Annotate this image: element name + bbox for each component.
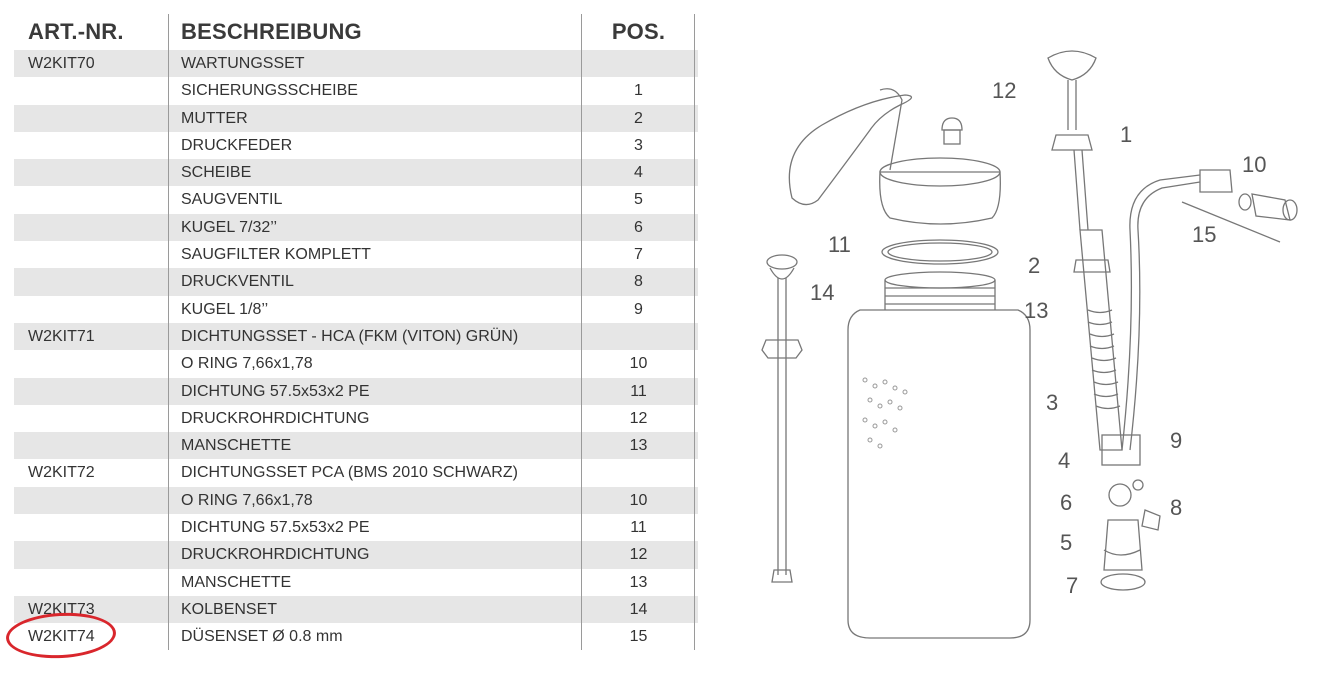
diagram-label: 6 [1060, 490, 1073, 515]
pump-head [880, 172, 1001, 224]
cell-beschreibung: DRUCKFEDER [181, 136, 293, 154]
parts-table [14, 14, 698, 651]
table-row [14, 214, 698, 241]
cell-pos: 11 [630, 519, 647, 537]
table-header [14, 14, 698, 50]
header-art-nr: ART.-NR. [28, 19, 124, 44]
table-row [14, 159, 698, 186]
cell-beschreibung: SAUGFILTER KOMPLETT [181, 246, 371, 264]
column-divider [581, 14, 582, 650]
cell-pos: 4 [634, 164, 643, 182]
cell-art-nr: W2KIT71 [28, 327, 95, 345]
cell-pos: 3 [634, 136, 643, 154]
diagram-label: 5 [1060, 530, 1073, 555]
cell-beschreibung: KUGEL 1/8’’ [181, 300, 269, 318]
table-row [14, 459, 698, 486]
nozzle [1200, 170, 1232, 192]
cell-beschreibung: KOLBENSET [181, 600, 278, 618]
table-row [14, 50, 698, 77]
table-row [14, 514, 698, 541]
column-divider [694, 14, 695, 650]
cell-beschreibung: SAUGVENTIL [181, 191, 283, 209]
diagram-label: 3 [1046, 390, 1059, 415]
table-row [14, 77, 698, 104]
exploded-parts-diagram [730, 30, 1330, 640]
table-row [14, 241, 698, 268]
cell-beschreibung: SCHEIBE [181, 164, 252, 182]
cell-beschreibung: MUTTER [181, 109, 248, 127]
cell-art-nr: W2KIT72 [28, 464, 95, 482]
table-row [14, 323, 698, 350]
diagram-label: 11 [828, 232, 851, 257]
diagram-label: 9 [1170, 428, 1183, 453]
diagram-label: 8 [1170, 495, 1183, 520]
cell-art-nr: W2KIT70 [28, 55, 95, 72]
cell-pos: 12 [629, 409, 648, 427]
piston-rod [778, 278, 786, 575]
cell-beschreibung: SICHERUNGSSCHEIBE [181, 82, 358, 100]
cell-beschreibung: MANSCHETTE [181, 573, 292, 591]
cell-beschreibung: O RING 7,66x1,78 [181, 355, 313, 373]
cell-pos: 2 [634, 109, 643, 127]
cell-pos: 5 [634, 191, 643, 209]
table-body [14, 50, 698, 651]
cell-beschreibung: DICHTUNG 57.5x53x2 PE [181, 382, 370, 400]
cell-beschreibung: KUGEL 7/32’’ [181, 218, 278, 236]
table-row [14, 487, 698, 514]
table-row [14, 541, 698, 568]
diagram-label: 10 [1242, 152, 1267, 177]
table-row [14, 378, 698, 405]
pump-cylinder [1080, 230, 1122, 450]
table-row [14, 186, 698, 213]
cell-art-nr: W2KIT73 [28, 600, 95, 618]
table-row [14, 296, 698, 323]
table-row [14, 268, 698, 295]
diagram-label: 7 [1066, 573, 1079, 598]
column-divider [168, 14, 169, 650]
cell-beschreibung: DRUCKROHRDICHTUNG [181, 409, 370, 427]
cell-pos: 15 [629, 628, 648, 646]
cell-pos: 1 [634, 82, 643, 100]
cell-pos: 9 [634, 300, 643, 318]
cell-beschreibung: DICHTUNG 57.5x53x2 PE [181, 519, 370, 537]
pressure-tube [1068, 80, 1076, 130]
table-row [14, 405, 698, 432]
diagram-label: 12 [992, 78, 1017, 103]
table-row [14, 623, 698, 650]
diagram-label: 14 [810, 280, 835, 305]
cell-pos: 6 [634, 218, 643, 236]
bottle-body [848, 310, 1030, 638]
diagram-label: 2 [1028, 253, 1041, 278]
table-row [14, 105, 698, 132]
diagram-label: 13 [1024, 298, 1049, 323]
cell-pos: 12 [629, 546, 648, 564]
cell-pos: 14 [629, 600, 648, 618]
diagram-label: 1 [1120, 122, 1133, 147]
cell-pos: 10 [629, 355, 648, 373]
cell-beschreibung: WARTUNGSSET [181, 55, 305, 72]
table-row [14, 596, 698, 623]
bottle-neck [885, 280, 995, 310]
cell-beschreibung: DRUCKROHRDICHTUNG [181, 546, 370, 564]
cell-beschreibung: MANSCHETTE [181, 437, 292, 455]
table-row [14, 432, 698, 459]
cell-pos: 11 [630, 382, 647, 400]
cell-beschreibung: O RING 7,66x1,78 [181, 491, 313, 509]
cell-pos: 8 [634, 273, 643, 291]
table-row [14, 350, 698, 377]
table-row [14, 569, 698, 596]
table-row [14, 132, 698, 159]
cell-pos: 7 [634, 246, 643, 264]
diagram-label: 15 [1192, 222, 1217, 247]
header-beschreibung: BESCHREIBUNG [181, 19, 362, 44]
cell-pos: 13 [629, 573, 648, 591]
header-pos: POS. [611, 19, 666, 44]
cell-beschreibung: DRUCKVENTIL [181, 273, 294, 291]
cell-art-nr: W2KIT74 [28, 628, 95, 646]
cell-beschreibung: DICHTUNGSSET PCA (BMS 2010 SCHWARZ) [181, 464, 518, 482]
cell-beschreibung: DICHTUNGSSET - HCA (FKM (VITON) GRÜN) [181, 327, 519, 345]
cell-pos: 13 [629, 437, 648, 455]
cell-pos: 10 [629, 491, 648, 509]
cell-beschreibung: DÜSENSET Ø 0.8 mm [181, 628, 343, 646]
diagram-label: 4 [1058, 448, 1071, 473]
